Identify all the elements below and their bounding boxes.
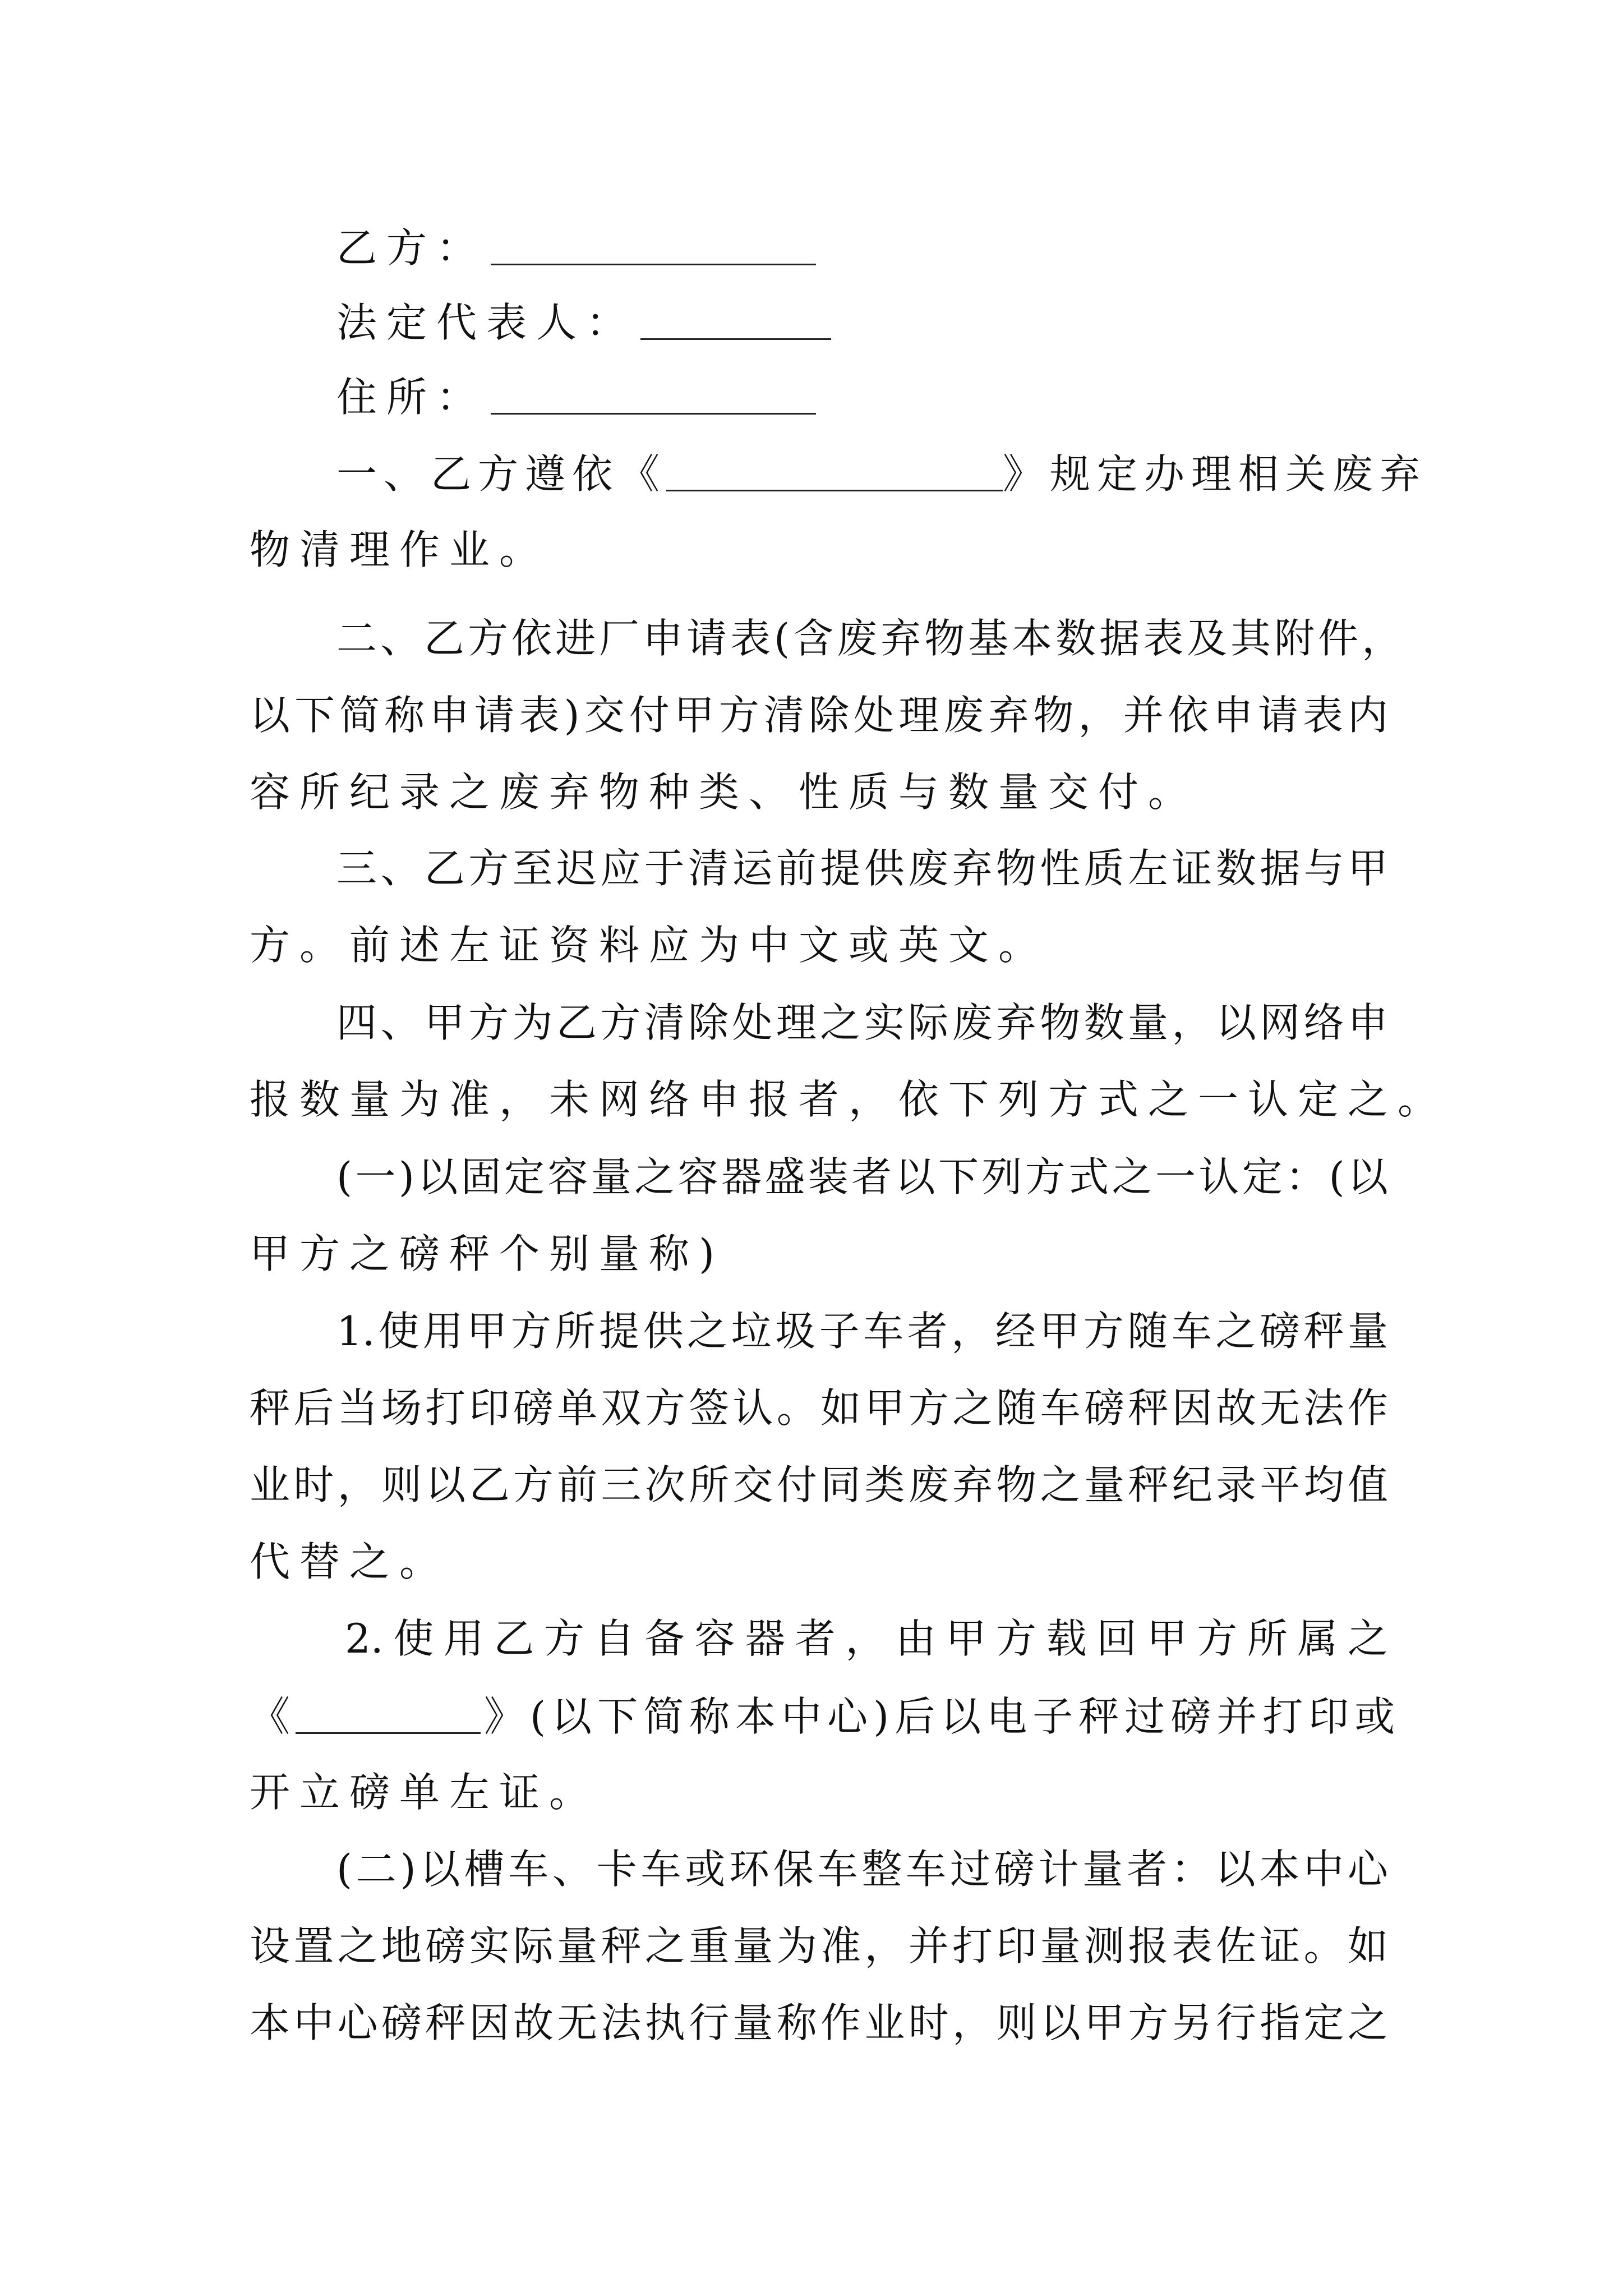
clause-3-line-1: 三、乙方至迟应于清运前提供废弃物性质左证数据与甲 [336,845,1388,892]
party-b-label: 乙方： [336,224,487,272]
clause-2-line-2: 以下简称申请表)交付甲方清除处理废弃物，并依申请表内 [250,692,1388,739]
subclause-2-line-3: 本中心磅秤因故无法执行量称作业时，则以甲方另行指定之 [250,1999,1388,2046]
subclause-2-line-1: (二)以槽车、卡车或环保车整车过磅计量者：以本中心 [336,1846,1388,1893]
center-name-blank [296,1692,481,1734]
clause-1-blank [666,449,1003,491]
address-field [336,369,1475,424]
clause-1-line-1 [336,446,1427,501]
clause-1-text-a: 一、乙方遵依《 [336,450,667,498]
item-1-line-2: 秤后当场打印磅单双方签认。如甲方之随车磅秤因故无法作 [250,1384,1388,1432]
item-1-line-4: 代替之。 [250,1538,450,1585]
party-b-blank [491,223,816,265]
party-b-field [336,220,1475,275]
clause-2-line-1: 二、乙方依进厂申请表(含废弃物基本数据表及其附件， [336,615,1406,662]
legal-rep-field [336,295,1475,349]
subclause-1-line-2: 甲方之磅秤个别量称) [250,1230,725,1277]
address-label: 住所： [336,374,487,421]
clause-1-text-b: 》规定办理相关废弃 [1003,450,1427,498]
clause-1-line-2: 物清理作业。 [250,526,550,573]
clause-2-line-3: 容所纪录之废弃物种类、性质与数量交付。 [250,769,1198,816]
item-1-line-1: 1.使用甲方所提供之垃圾子车者，经甲方随车之磅秤量 [336,1308,1388,1355]
item-2-line-1: 2.使用乙方自备容器者，由甲方载回甲方所属之 [345,1615,1388,1662]
clause-3-line-2: 方。前述左证资料应为中文或英文。 [250,922,1049,969]
clause-4-line-2: 报数量为准，未网络申报者，依下列方式之一认定之。 [250,1076,1448,1123]
subclause-1-line-1: (一)以固定容量之容器盛装者以下列方式之一认定：(以 [336,1153,1388,1200]
legal-rep-blank [640,298,831,340]
item-2-text-a: 《 [250,1693,296,1740]
legal-rep-label: 法定代表人： [336,299,637,346]
clause-4-line-1: 四、甲方为乙方清除处理之实际废弃物数量，以网络申 [336,999,1388,1046]
item-2-line-3: 开立磅单左证。 [250,1769,600,1816]
item-2-line-2 [250,1688,1401,1743]
item-2-text-b: 》(以下简称本中心)后以电子秤过磅并打印或 [484,1693,1401,1740]
item-1-line-3: 业时，则以乙方前三次所交付同类废弃物之量秤纪录平均值 [250,1461,1388,1508]
subclause-2-line-2: 设置之地磅实际量秤之重量为准，并打印量测报表佐证。如 [250,1922,1388,1970]
address-blank [491,372,816,415]
